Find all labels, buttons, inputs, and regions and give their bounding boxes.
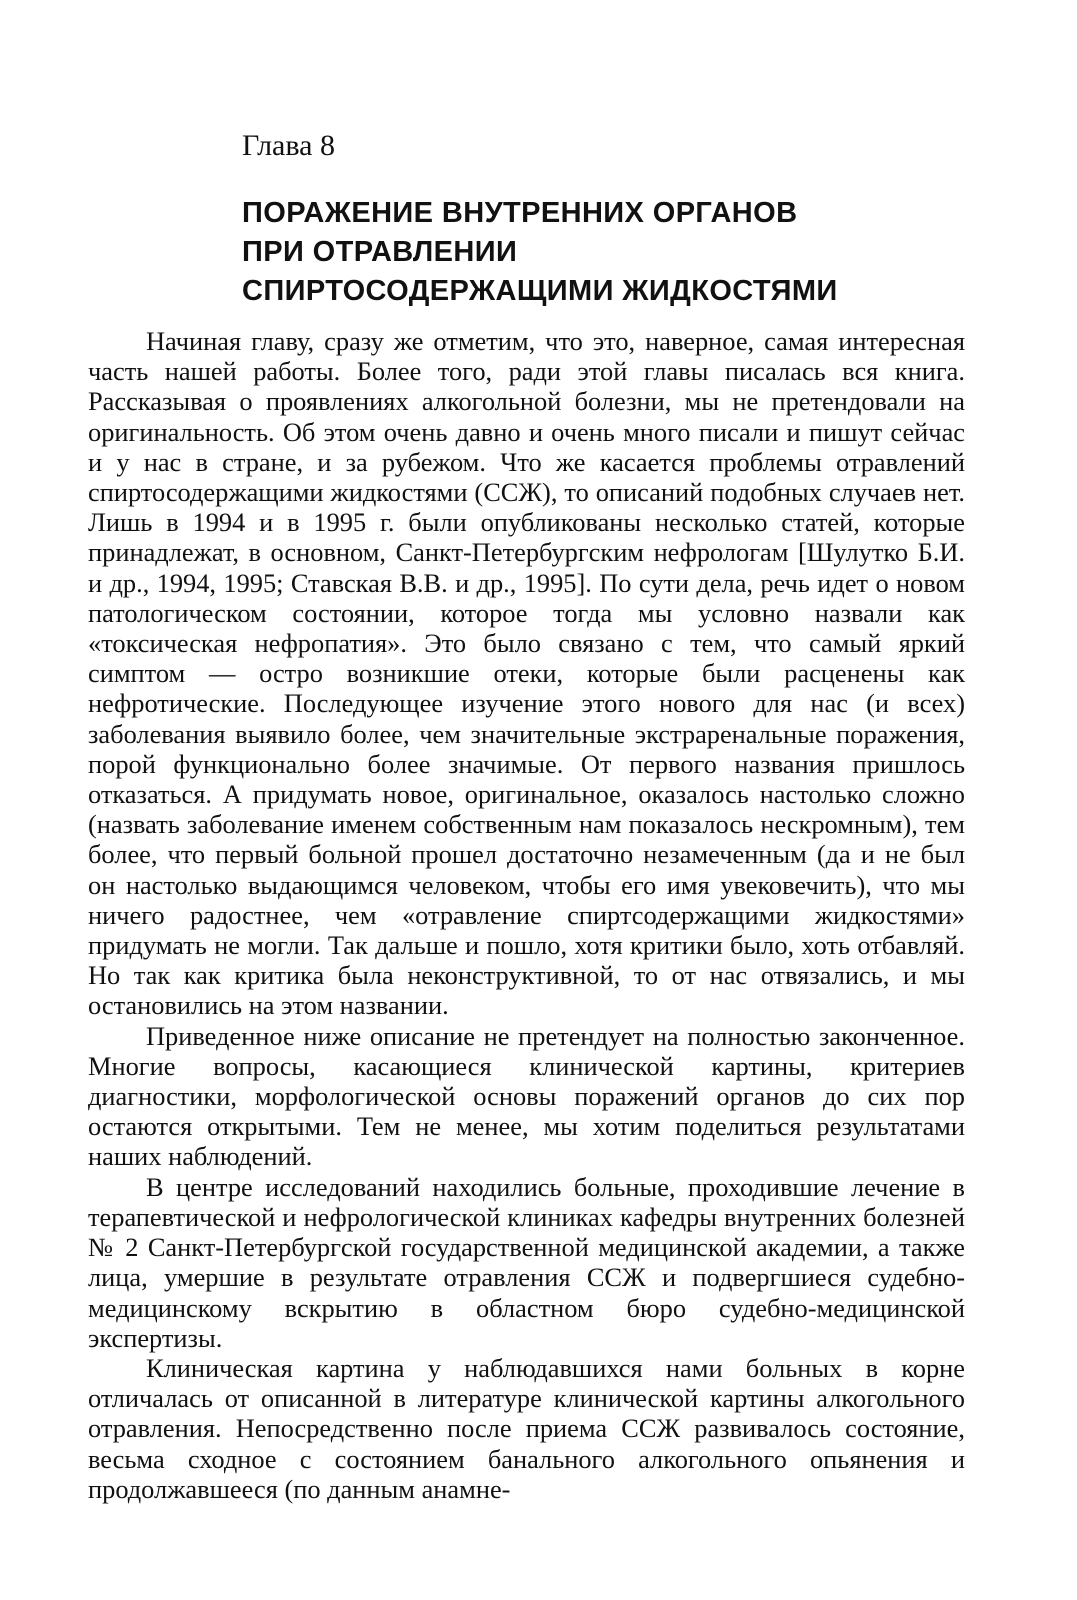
paragraph: Клиническая картина у наблюдавшихся нами больных в корне отличалась от описанной в литературе клинической картины алкогольного отравления. Непосредственно после приема ССЖ развивалось состояние, весьма сходное с состоянием банального алкогольного опьянения и продолжавшееся (по данным анамне- [88,1352,965,1504]
paragraph: Начиная главу, сразу же отметим, что это, наверное, самая интересная часть нашей работы. Более того, ради этой главы писалась вся книга. Рассказывая о проявлениях алкогольной болезни, мы не претендовали на оригинальность. Об этом очень давно и очень много писали и пишут сейчас и у нас в стране, и за рубежом. Что же касается проблемы отравлений спиртосодержащими жидкостями (ССЖ), то описаний подобных случаев нет. Лишь в 1994 и в 1995 г. были опубликованы несколько статей, которые принадлежат, в основном, Санкт-Петербургским нефрологам [Шулутко Б.И. и др., 1994, 1995; Ставская В.В. и др., 1995]. По сути дела, речь идет о новом патологическом состоянии, которое тогда мы условно назвали как «токсическая нефропатия». Это было связано с тем, что самый яркий симптом — остро возникшие отеки, которые были расценены как нефротические. Последующее изучение этого нового для нас (и всех) заболевания выявило более, чем значительные экстраренальные поражения, порой функционально более значимые. От первого названия пришлось отказаться. А придумать новое, оригинальное, оказалось настолько сложно (назвать заболевание именем собственным нам показалось нескромным), тем более, что первый больной прошел достаточно незамеченным (да и не был он настолько выдающимся человеком, чтобы его имя увековечить), что мы ничего радостнее, чем «отравление спиртсодержащими жидкостями» придумать не могли. Так дальше и пошло, хотя критики было, хоть отбавляй. Но так как критика была неконструктивной, то от нас отвязались, и мы остановились на этом названии. [88,326,965,1021]
chapter-title [242,194,1022,311]
paragraph: В центре исследований находились больные, проходившие лечение в терапевтической и нефрологической клиниках кафедры внутренних болезней № 2 Санкт-Петербургской государственной медицинской академии, а также лица, умершие в результате отравления ССЖ и подвергшиеся судебно-медицинскому вскрытию в областном бюро судебно-медицинской экспертизы. [88,1171,965,1353]
chapter-title-line: СПИРТОСОДЕРЖАЩИМИ ЖИДКОСТЯМИ [242,275,838,307]
chapter-title-line: ПОРАЖЕНИЕ ВНУТРЕННИХ ОРГАНОВ [242,197,798,229]
chapter-label: Глава 8 [242,129,335,162]
chapter-title-line: ПРИ ОТРАВЛЕНИИ [242,236,518,268]
body-text [88,326,965,1504]
paragraph: Приведенное ниже описание не претендует на полностью законченное. Многие вопросы, касающиеся клинической картины, критериев диагностики, морфологической основы поражений органов до сих пор остаются открытыми. Тем не менее, мы хотим поделиться результатами наших наблюдений. [88,1020,965,1172]
